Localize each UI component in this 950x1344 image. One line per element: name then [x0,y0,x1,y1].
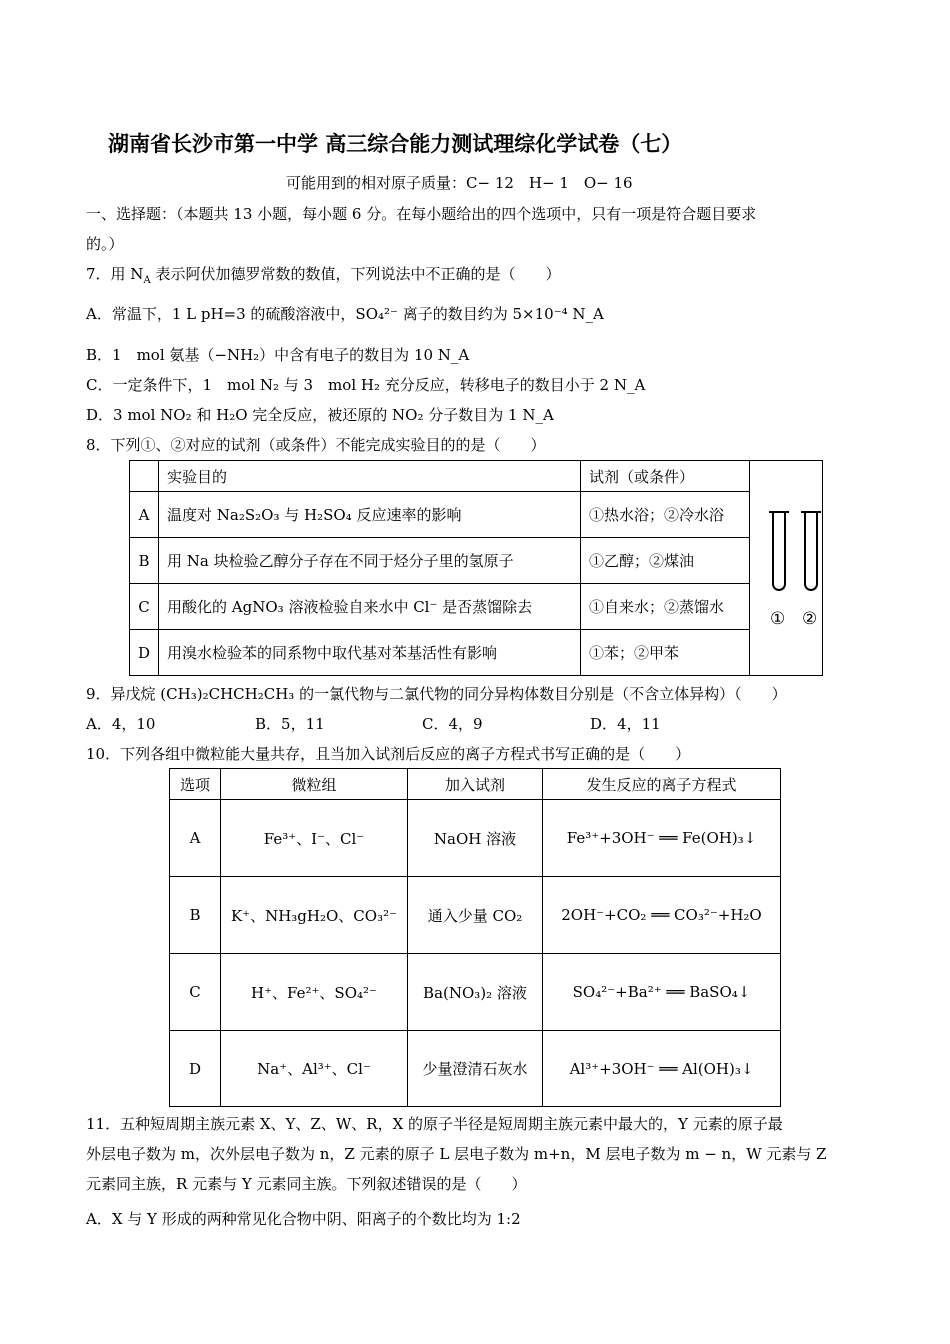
section-instructions-line1: 一、选择题：（本题共 13 小题，每小题 6 分。在每小题给出的四个选项中，只有一项是符合题目要求 [86,205,757,223]
table-row: A Fe³⁺、I⁻、Cl⁻ NaOH 溶液 Fe³⁺+3OH⁻ ══ Fe(OH)₃↓ [170,800,781,877]
q7-option-a: A．常温下，1 L pH=3 的硫酸溶液中，SO₄²⁻ 离子的数目约为 5×10⁻⁴ N_A [86,305,604,323]
q11-stem-line1: 11．五种短周期主族元素 X、Y、Z、W、R，X 的原子半径是短周期主族元素中最大的，Y 元素的原子最 [86,1115,783,1133]
q7-stem: 7．用 $N_A$ 表示阿伏加德罗常数的数值，下列说法中不正确的是（ ） [86,265,561,286]
table-row: C H⁺、Fe²⁺、SO₄²⁻ Ba(NO₃)₂ 溶液 SO₄²⁻+Ba²⁺ ══ BaSO₄↓ [170,954,781,1031]
table-row: B 用 Na 块检验乙醇分子存在不同于烃分子里的氢原子 ①乙醇；②煤油 [130,538,823,584]
atomic-masses: 可能用到的相对原子质量：C− 12 H− 1 O− 16 [286,174,633,192]
q9-option-a: A．4，10 [86,715,156,733]
test-tube-icon [804,513,818,591]
q10-stem: 10．下列各组中微粒能大量共存，且当加入试剂后反应的离子方程式书写正确的是（ ） [86,745,691,763]
table-row: A 温度对 Na₂S₂O₃ 与 H₂SO₄ 反应速率的影响 ①热水浴；②冷水浴 [130,492,823,538]
q8-header-aim: 实验目的 [159,461,581,492]
q8-stem: 8．下列①、②对应的试剂（或条件）不能完成实验目的的是（ ） [86,436,546,454]
q10-table [169,768,781,1107]
q8-header-reagent: 试剂（或条件） [581,461,750,492]
q11-stem-line2: 外层电子数为 m，次外层电子数为 n，Z 元素的原子 L 层电子数为 m+n，M 层电子数为 m − n，W 元素与 Z [86,1145,827,1163]
table-row: C 用酸化的 AgNO₃ 溶液检验自来水中 Cl⁻ 是否蒸馏除去 ①自来水；②蒸馏水 [130,584,823,630]
tube-label-1: ① [770,609,786,629]
table-row: B K⁺、NH₃gH₂O、CO₃²⁻ 通入少量 CO₂ 2OH⁻+CO₂ ══ CO₃²⁻+H₂O [170,877,781,954]
table-row: D 用溴水检验苯的同系物中取代基对苯基活性有影响 ①苯；②甲苯 [130,630,823,676]
q9-option-d: D．4，11 [590,715,661,733]
q10-header-row: 选项 微粒组 加入试剂 发生反应的离子方程式 [170,769,781,800]
tube-label-2: ② [802,609,818,629]
test-tubes-cell [750,461,823,676]
q8-header-row [130,461,823,492]
test-tube-icon [772,513,786,591]
q9-stem: 9．异戊烷 (CH₃)₂CHCH₂CH₃ 的一氯代物与二氯代物的同分异构体数目分别是（不含立体异构）（ ） [86,685,787,703]
q11-option-a: A．X 与 Y 形成的两种常见化合物中阴、阳离子的个数比均为 1:2 [86,1210,521,1228]
q7-option-b: B．1 mol 氨基（−NH₂）中含有电子的数目为 10 N_A [86,346,470,364]
q11-stem-line3: 元素同主族，R 元素与 Y 元素同主族。下列叙述错误的是（ ） [86,1175,527,1193]
page-title: 湖南省长沙市第一中学 高三综合能力测试理综化学试卷（七） [108,132,683,156]
q8-table [129,460,823,676]
q7-option-c: C．一定条件下，1 mol N₂ 与 3 mol H₂ 充分反应，转移电子的数目小于 2 N_A [86,376,646,394]
q7-option-d: D．3 mol NO₂ 和 H₂O 完全反应，被还原的 NO₂ 分子数目为 1 N_A [86,406,554,424]
q9-option-b: B．5，11 [255,715,325,733]
table-row: D Na⁺、Al³⁺、Cl⁻ 少量澄清石灰水 Al³⁺+3OH⁻ ══ Al(OH)₃↓ [170,1031,781,1107]
q9-option-c: C．4，9 [422,715,483,733]
section-instructions-line2: 的。） [86,235,124,253]
